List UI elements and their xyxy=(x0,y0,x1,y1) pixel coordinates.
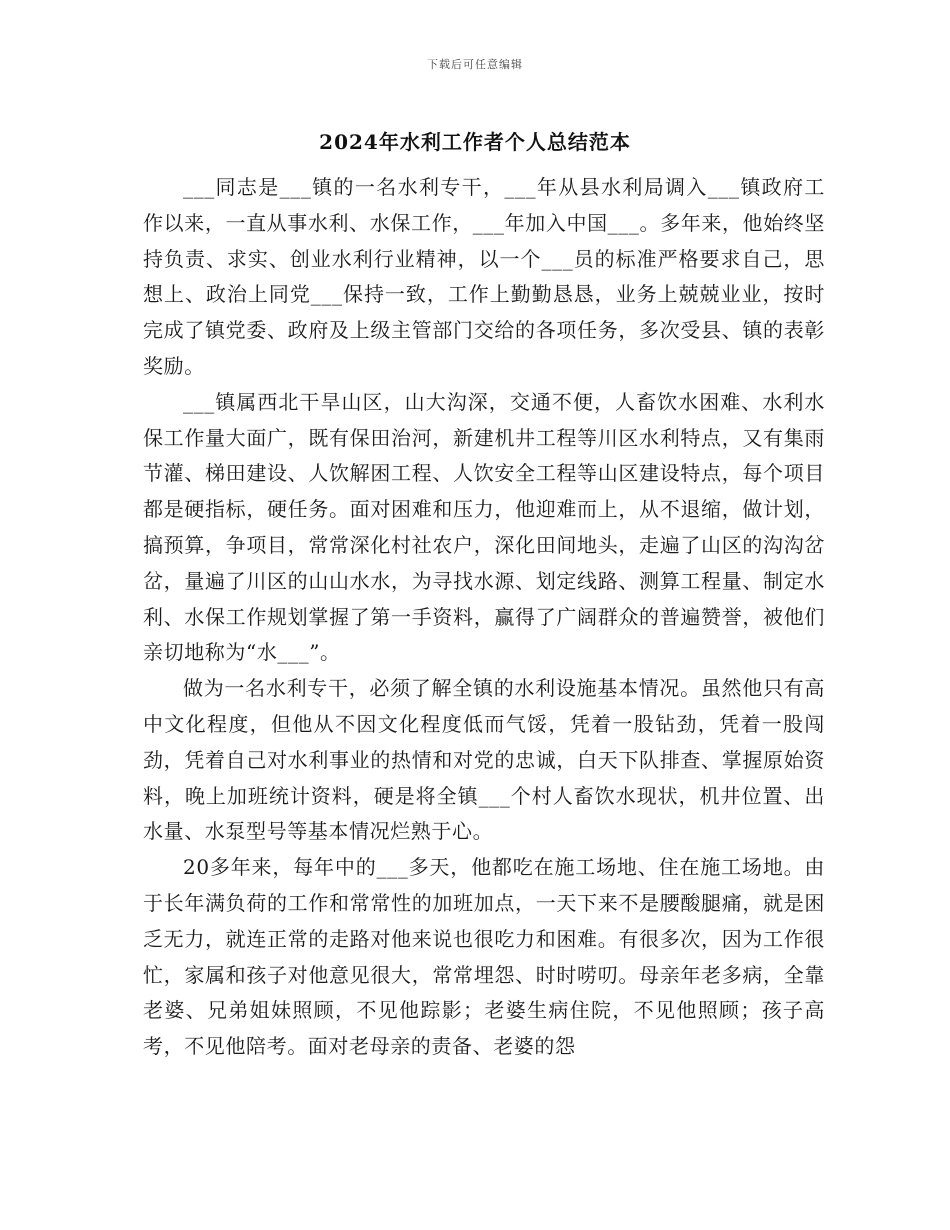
document-title: 2024年水利工作者个人总结范本 xyxy=(319,130,631,154)
paragraph-4: 20多年来，每年中的___多天，他都吃在施工场地、住在施工场地。由于长年满负荷的工作和常常性的加班加点，一天下来不是腰酸腿痛，就是困乏无力，就连正常的走路对他来说也很吃力和困难。有很多次，因为工作很忙，家属和孩子对他意见很大，常常埋怨、时时唠叨。母亲年老多病，全靠老婆、兄弟姐妹照顾，不见他踪影；老婆生病住院，不见他照顾；孩子高考，不见他陪考。面对老母亲的责备、老婆的怨 xyxy=(143,855,825,1059)
paragraph-1: ___同志是___镇的一名水利专干，___年从县水利局调入___镇政府工作以来，一直从事水利、水保工作，___年加入中国___。多年来，他始终坚持负责、求实、创业水利行业精神，以一个___员的标准严格要求自己，思想上、政治上同党___保持一致，工作上勤勤恳恳，业务上兢兢业业，按时完成了镇党委、政府及上级主管部门交给的各项任务，多次受县、镇的表彰奖励。 xyxy=(143,175,825,378)
paragraph-3: 做为一名水利专干，必须了解全镇的水利设施基本情况。虽然他只有高中文化程度，但他从不因文化程度低而气馁，凭着一股钻劲，凭着一股闯劲，凭着自己对水利事业的热情和对党的忠诚，白天下队排查、掌握原始资料，晚上加班统计资料，硬是将全镇___个村人畜饮水现状，机井位置、出水量、水泵型号等基本情况烂熟于心。 xyxy=(143,676,825,844)
document-body xyxy=(143,170,825,1065)
paragraph-2: ___镇属西北干旱山区，山大沟深，交通不便，人畜饮水困难、水利水保工作量大面广，既有保田治河，新建机井工程等川区水利特点，又有集雨节灌、梯田建设、人饮解困工程、人饮安全工程等山区建设特点，每个项目都是硬指标，硬任务。面对困难和压力，他迎难而上，从不退缩，做计划，搞预算，争项目，常常深化村社农户，深化田间地头，走遍了山区的沟沟岔岔，量遍了川区的山山水水，为寻找水源、划定线路、测算工程量、制定水利、水保工作规划掌握了第一手资料，赢得了广阔群众的普遍赞誉，被他们亲切地称为“水___”。 xyxy=(143,389,825,665)
header-note: 下载后可任意编辑 xyxy=(427,58,523,71)
